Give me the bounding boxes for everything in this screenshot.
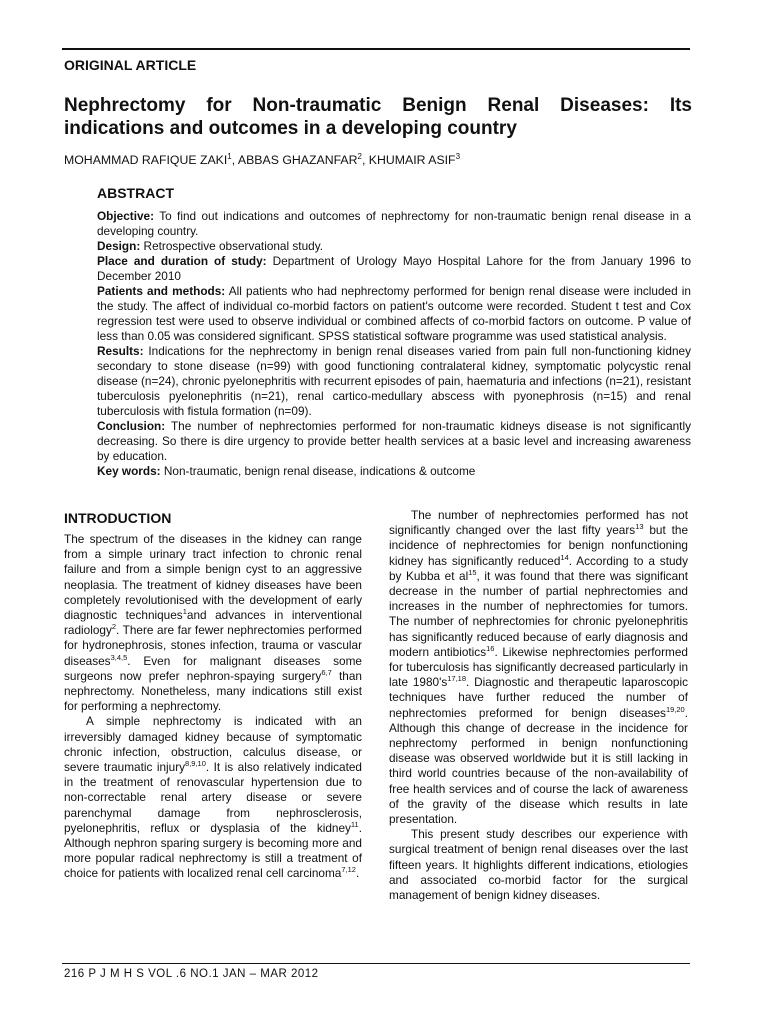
author-2: ABBAS GHAZANFAR (237, 153, 358, 167)
text-run: This present study describes our experience with surgical treatment of benign renal diseases over the last fifteen years. It highlights different indications, etiologies and associated co-morbid factor for the surgical management of benign kidney diseases. (389, 827, 688, 903)
author-sep: , (361, 153, 369, 167)
conclusion-label: Conclusion: (97, 419, 166, 433)
text-run: and advances in interventional radiology (64, 608, 362, 638)
citation-ref: 2 (111, 622, 117, 632)
author-1-affil: 1 (227, 151, 232, 161)
place-text: Department of Urology Mayo Hospital Lahore for the from January 1996 to December 2010 (97, 254, 692, 283)
keywords-label: Key words: (97, 464, 161, 478)
citation-ref: 19,20 (665, 704, 685, 714)
authors-line (64, 153, 460, 167)
citation-ref: 3,4,5 (110, 652, 128, 662)
intro-paragraph-4 (389, 827, 688, 903)
text-run: than nephrectomy. Nonetheless, many indications still exist for performing a nephrectomy. (64, 668, 362, 714)
place-label: Place and duration of study: (97, 254, 267, 268)
citation-ref: 16 (486, 643, 495, 653)
top-rule (62, 48, 690, 50)
methods-text: All patients who had nephrectomy performed for benign renal disease were included in the study. The affect of individual co-morbid factors on patient's outcome were recorded. Student t test and Cox regression test were used to observe individual or combined affects of co-morbid factors on outcome. P value of less than 0.05 was considered significant. SPSS statistical software programme was used statistical analysis. (97, 284, 691, 343)
author-3-affil: 3 (455, 151, 461, 161)
intro-paragraph-1 (64, 532, 362, 714)
abstract-results (97, 344, 691, 419)
article-type-label: ORIGINAL ARTICLE (64, 57, 197, 73)
text-run: but the incidence of nephrectomies for benign nonfunctioning kidney has significantly reduced (389, 523, 689, 568)
results-label: Results: (97, 344, 144, 358)
author-1: MOHAMMAD RAFIQUE ZAKI (64, 153, 228, 167)
abstract-heading: ABSTRACT (97, 185, 174, 201)
text-run: . Likewise nephrectomies performed for tuberculosis has significantly decreased particularly in late 1980's (389, 644, 688, 690)
citation-ref: 17,18 (447, 674, 467, 684)
author-3: KHUMAIR ASIF (368, 153, 456, 167)
text-run: . Although nephron sparing surgery is becoming more and more popular radical nephrectomy is still a treatment of choice for patients with localized renal cell carcinoma (64, 820, 362, 881)
introduction-heading: INTRODUCTION (64, 510, 172, 526)
citation-ref: 1 (182, 607, 187, 617)
methods-label: Patients and methods: (97, 284, 226, 298)
citation-ref: 13 (635, 522, 644, 532)
author-sep: , (231, 153, 238, 167)
left-column (64, 532, 362, 882)
citation-ref: 6,7 (321, 667, 332, 677)
citation-ref: 14 (560, 552, 569, 562)
keywords-text: Non-traumatic, benign renal disease, indications & outcome (163, 464, 476, 478)
conclusion-text: The number of nephrectomies performed for non-traumatic kidneys disease is not significantly decreasing. So there is dire urgency to provide better health services at a basic level and increasing awareness by education. (97, 419, 691, 463)
citation-ref: 7,12 (341, 865, 356, 875)
abstract-objective (97, 209, 691, 239)
text-run: A simple nephrectomy is indicated with an irreversibly damaged kidney because of symptomatic chronic infection, obstruction, calculus disease, or severe traumatic injury (64, 714, 362, 775)
abstract-methods (97, 284, 691, 344)
design-text: Retrospective observational study. (143, 239, 323, 253)
abstract-design (97, 239, 691, 254)
bottom-rule (62, 963, 690, 964)
objective-text: To find out indications and outcomes of nephrectomy for non-traumatic benign renal disease in a developing country. (97, 209, 691, 238)
intro-paragraph-2 (64, 714, 362, 881)
citation-ref: 15 (468, 567, 477, 577)
right-column (389, 508, 688, 903)
page-footer: 216 P J M H S VOL .6 NO.1 JAN – MAR 2012 (64, 968, 319, 980)
text-run: . Even for malignant diseases some surgeons now prefer nephron-spaying surgery (64, 653, 362, 683)
abstract-body (97, 209, 691, 479)
abstract-keywords (97, 464, 691, 479)
design-label: Design: (97, 239, 141, 253)
text-run: . There are far fewer nephrectomies performed for hydronephrosis, stones infection, trauma or vascular diseases (64, 623, 362, 668)
text-run: . It is also relatively indicated in the treatment of renovascular hypertension due to non-correctable renal artery disease or severe parenchymal damage from nephrosclerosis, pyelonephritis, reflux or dysplasia of the kidney (64, 760, 362, 835)
intro-paragraph-3 (389, 508, 688, 827)
abstract-conclusion (97, 419, 691, 464)
results-text: Indications for the nephrectomy in benign renal diseases varied from pain full non-functioning kidney secondary to stone disease (n=99) with good functioning contralateral kidney, symptomatic polycystic renal disease (n=24), chronic pyelonephritis with recurrent episodes of pain, haematuria and infections (n=21), resistant tuberculosis pyelonephritis (n=21), renal cartico-medullary abscess with pyonephrosis (n=15) and renal tuberculosis with fistula formation (n=09). (97, 344, 691, 418)
text-run: , it was found that there was significant decrease in the number of partial nephrectomies and increases in the number of nephrectomies for tumors. The number of nephrectomies for chronic pyelonephritis has significantly reduced because of early diagnosis and modern antibiotics (389, 568, 688, 659)
text-run: . Diagnostic and therapeutic laparoscopic techniques have further reduced the number of nephrectomies preformed for benign diseases (389, 675, 688, 720)
author-2-affil: 2 (357, 151, 362, 161)
text-run: . (355, 866, 360, 881)
article-title: Nephrectomy for Non-traumatic Benign Renal Diseases: Its indications and outcomes in a developing country (64, 95, 692, 139)
text-run: . According to a study by Kubba et al (389, 553, 688, 583)
citation-ref: 11 (350, 819, 359, 829)
abstract-place (97, 254, 691, 284)
objective-label: Objective: (97, 209, 155, 223)
text-run: . Although this change of decrease in the incidence for nephrectomy performed in benign nonfunctioning disease was observed worldwide but it is still lacking in third world countries because of the non-availability of free health services and of course the lack of awareness of the gravity of the disease which results in late presentation. (389, 705, 688, 827)
citation-ref: 8,9,10 (185, 759, 206, 769)
text-run: The spectrum of the diseases in the kidney can range from a simple urinary tract infection to chronic renal failure and from a simple benign cyst to an aggressive neoplasia. The treatment of kidney diseases have been completely revolutionised with the development of early diagnostic techniques (64, 532, 362, 623)
text-run: The number of nephrectomies performed has not significantly changed over the last fifty years (389, 508, 688, 538)
